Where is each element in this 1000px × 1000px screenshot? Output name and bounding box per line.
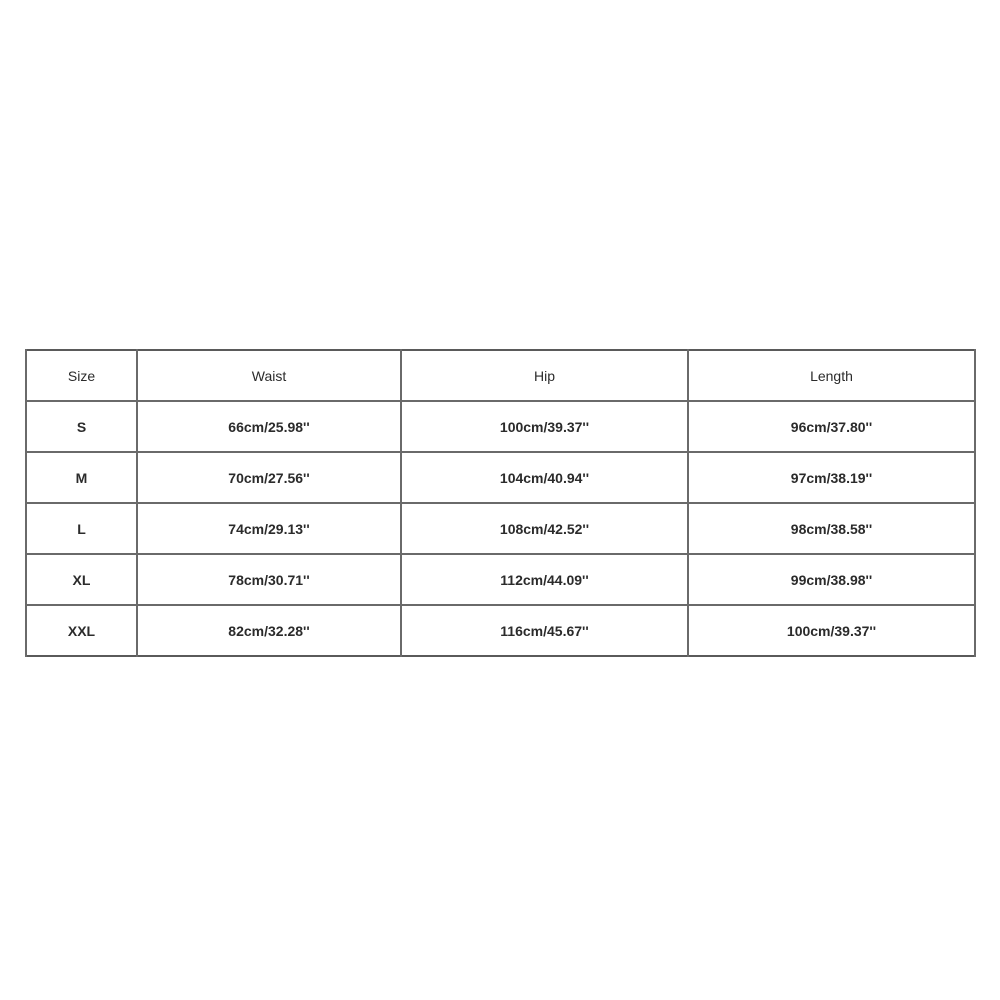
hip-cell: 116cm/45.67'' xyxy=(401,605,688,656)
table-row xyxy=(26,605,975,656)
size-cell: XL xyxy=(26,554,137,605)
size-cell: XXL xyxy=(26,605,137,656)
waist-cell: 66cm/25.98'' xyxy=(137,401,401,452)
header-waist: Waist xyxy=(137,350,401,401)
size-cell: M xyxy=(26,452,137,503)
size-cell: S xyxy=(26,401,137,452)
waist-cell: 82cm/32.28'' xyxy=(137,605,401,656)
header-hip: Hip xyxy=(401,350,688,401)
length-cell: 97cm/38.19'' xyxy=(688,452,975,503)
waist-cell: 74cm/29.13'' xyxy=(137,503,401,554)
size-chart-table xyxy=(25,349,976,657)
table-row xyxy=(26,452,975,503)
table-row xyxy=(26,401,975,452)
length-cell: 99cm/38.98'' xyxy=(688,554,975,605)
length-cell: 96cm/37.80'' xyxy=(688,401,975,452)
table-row xyxy=(26,503,975,554)
table-header-row xyxy=(26,350,975,401)
header-size: Size xyxy=(26,350,137,401)
waist-cell: 78cm/30.71'' xyxy=(137,554,401,605)
hip-cell: 100cm/39.37'' xyxy=(401,401,688,452)
hip-cell: 108cm/42.52'' xyxy=(401,503,688,554)
length-cell: 98cm/38.58'' xyxy=(688,503,975,554)
length-cell: 100cm/39.37'' xyxy=(688,605,975,656)
hip-cell: 112cm/44.09'' xyxy=(401,554,688,605)
header-length: Length xyxy=(688,350,975,401)
hip-cell: 104cm/40.94'' xyxy=(401,452,688,503)
waist-cell: 70cm/27.56'' xyxy=(137,452,401,503)
table-row xyxy=(26,554,975,605)
size-cell: L xyxy=(26,503,137,554)
